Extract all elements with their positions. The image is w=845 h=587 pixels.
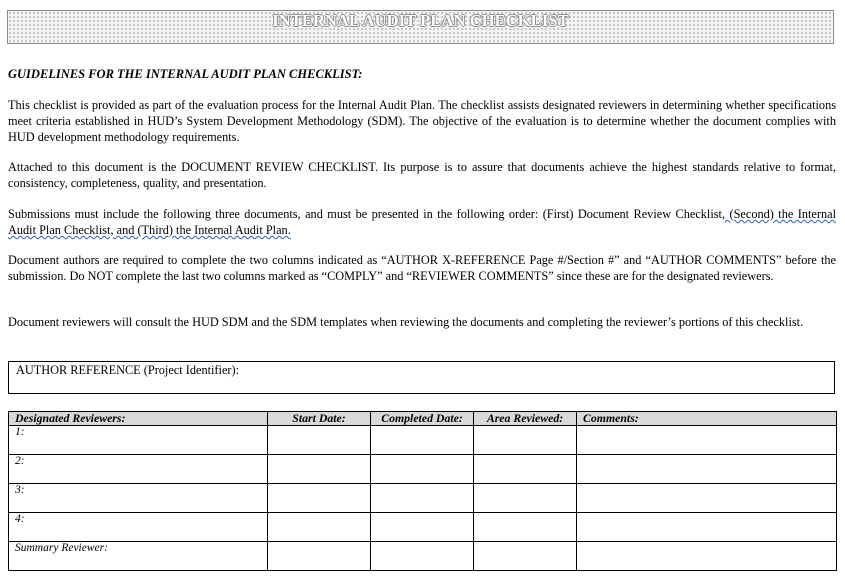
header-area-reviewed: Area Reviewed: [474, 412, 577, 426]
area-reviewed-cell[interactable] [474, 542, 577, 571]
header-designated-reviewers: Designated Reviewers: [9, 412, 268, 426]
area-reviewed-cell[interactable] [474, 513, 577, 542]
start-date-cell[interactable] [268, 542, 371, 571]
paragraph-attachment: Attached to this document is the DOCUMENT REVIEW CHECKLIST. Its purpose is to assure that documents achieve the highest standards relative to format, consistency, completeness, quality, and presentation. [8, 160, 836, 190]
paragraph-reviewers: Document reviewers will consult the HUD SDM and the SDM templates when reviewing the documents and completing the reviewer’s portions of this checklist. [8, 315, 804, 329]
table-row [9, 484, 837, 513]
author-reference-label: AUTHOR REFERENCE (Project Identifier): [16, 363, 240, 377]
table-row [9, 513, 837, 542]
reviewer-name-cell[interactable]: 2: [9, 455, 268, 484]
reviewer-name-cell[interactable]: 1: [9, 426, 268, 455]
title-banner [7, 10, 834, 44]
area-reviewed-cell[interactable] [474, 426, 577, 455]
reviewers-table [8, 411, 837, 571]
comments-cell[interactable] [577, 542, 837, 571]
comments-cell[interactable] [577, 484, 837, 513]
guidelines-heading: GUIDELINES FOR THE INTERNAL AUDIT PLAN CHECKLIST: [8, 67, 363, 81]
reviewer-name-cell[interactable]: 3: [9, 484, 268, 513]
header-start-date: Start Date: [268, 412, 371, 426]
comments-cell[interactable] [577, 426, 837, 455]
comments-cell[interactable] [577, 455, 837, 484]
completed-date-cell[interactable] [371, 484, 474, 513]
header-comments: Comments: [577, 412, 837, 426]
table-row [9, 426, 837, 455]
start-date-cell[interactable] [268, 455, 371, 484]
paragraph-intro: This checklist is provided as part of the evaluation process for the Internal Audit Plan. The checklist assists designated reviewers in determining whether specifications meet criteria established in HUD’s System Development Methodology (SDM). The objective of the evaluation is to determine whether the document complies with HUD development methodology requirements. [8, 98, 836, 144]
paragraph-submissions [8, 206, 836, 238]
summary-reviewer-cell[interactable]: Summary Reviewer: [9, 542, 268, 571]
area-reviewed-cell[interactable] [474, 455, 577, 484]
comments-cell[interactable] [577, 513, 837, 542]
completed-date-cell[interactable] [371, 513, 474, 542]
reviewer-name-cell[interactable]: 4: [9, 513, 268, 542]
reviewers-header-row [9, 412, 837, 426]
paragraph-authors: Document authors are required to complete the two columns indicated as “AUTHOR X-REFERENCE Page #/Section #” and “AUTHOR COMMENTS” before the submission. Do NOT complete the last two columns marked as “COMPLY” and “REVIEWER COMMENTS” since these are for the designated reviewers. [8, 253, 836, 283]
area-reviewed-cell[interactable] [474, 484, 577, 513]
completed-date-cell[interactable] [371, 426, 474, 455]
document-title: INTERNAL AUDIT PLAN CHECKLIST [272, 11, 569, 30]
start-date-cell[interactable] [268, 484, 371, 513]
start-date-cell[interactable] [268, 513, 371, 542]
table-row [9, 455, 837, 484]
author-reference-field[interactable] [8, 361, 835, 394]
spelling-marker: , (Second) the Internal Audit Plan Checklist, and (Third) the Internal Audit Plan. [8, 207, 836, 237]
completed-date-cell[interactable] [371, 455, 474, 484]
submissions-text-part1: Submissions must include the following three documents, and must be presented in the following order: (First) Document Review Checklist [8, 207, 722, 221]
completed-date-cell[interactable] [371, 542, 474, 571]
header-completed-date: Completed Date: [371, 412, 474, 426]
table-row [9, 542, 837, 571]
start-date-cell[interactable] [268, 426, 371, 455]
